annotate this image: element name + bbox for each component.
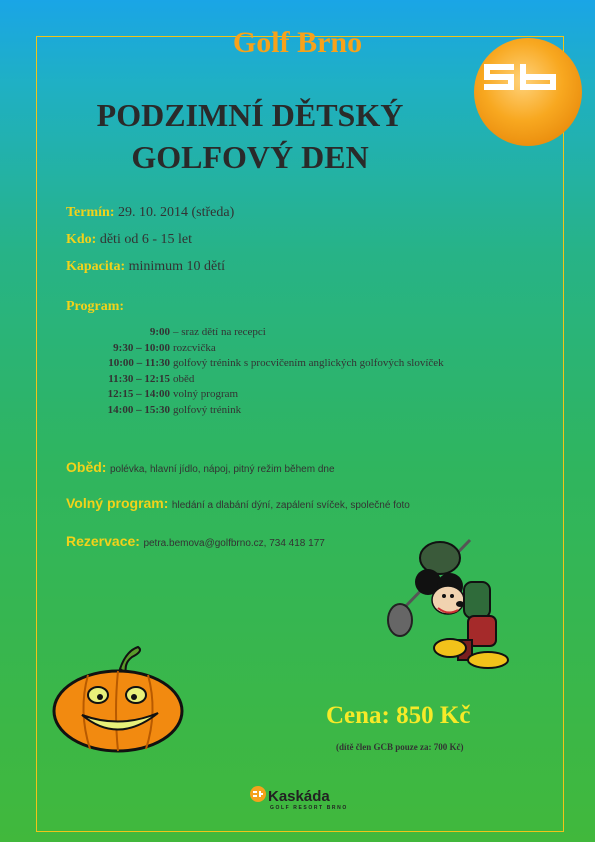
- page-title: [30, 94, 470, 178]
- termin-line: [66, 205, 234, 221]
- schedule-row: 14:00 – 15:30 golfový trénink: [107, 403, 242, 416]
- rezervace-line: [66, 533, 325, 551]
- program-heading: Program:: [66, 299, 125, 314]
- title-line-2: GOLFOVÝ DEN: [131, 139, 369, 175]
- termin-label: Termín:: [66, 205, 115, 220]
- schedule-row: 9:30 – 10:00 rozcvička: [113, 341, 216, 354]
- kapacita-value: minimum 10 dětí: [128, 259, 226, 274]
- golf-ball-logo-icon: [474, 38, 582, 146]
- schedule-row: 10:00 – 11:30 golfový trénink s procvičením anglických golfových slovíček: [108, 357, 444, 369]
- kdo-line: [66, 232, 192, 248]
- kaskada-logo-icon: [250, 786, 266, 802]
- kdo-label: Kdo:: [66, 232, 97, 247]
- volny-program-value: hledání a dlabání dýní, zapálení svíček, společné foto: [171, 500, 410, 511]
- price-note: (dítě člen GCB pouze za: 700 Kč): [336, 742, 464, 752]
- schedule-row: 9:00 – sraz dětí na recepci: [149, 326, 266, 338]
- mickey-golfer-icon: [380, 530, 510, 670]
- kaskada-logo-subtext: GOLF RESORT BRNO: [270, 805, 348, 811]
- kapacita-label: Kapacita:: [66, 259, 126, 274]
- volny-program-label: Volný program:: [66, 495, 169, 511]
- obed-value: polévka, hlavní jídlo, nápoj, pitný režim během dne: [109, 464, 335, 475]
- obed-line: [66, 459, 335, 477]
- rezervace-label: Rezervace:: [66, 533, 140, 549]
- kapacita-line: [66, 259, 225, 275]
- program-schedule: [78, 325, 444, 418]
- brand-heading: Golf Brno: [232, 26, 363, 59]
- schedule-row: 12:15 – 14:00 volný program: [107, 388, 239, 400]
- title-line-1: PODZIMNÍ DĚTSKÝ: [96, 97, 404, 133]
- obed-label: Oběd:: [66, 459, 107, 475]
- termin-value: 29. 10. 2014 (středa): [117, 205, 235, 220]
- kdo-value: děti od 6 - 15 let: [99, 232, 192, 247]
- price: Cena: 850 Kč: [326, 702, 471, 729]
- rezervace-value: petra.bemova@golfbrno.cz, 734 418 177: [143, 538, 325, 549]
- schedule-row: 11:30 – 12:15 oběd: [108, 372, 195, 385]
- kaskada-logo-text: Kaskáda: [268, 788, 330, 805]
- volny-program-line: [66, 495, 410, 513]
- pumpkin-icon: [48, 645, 188, 755]
